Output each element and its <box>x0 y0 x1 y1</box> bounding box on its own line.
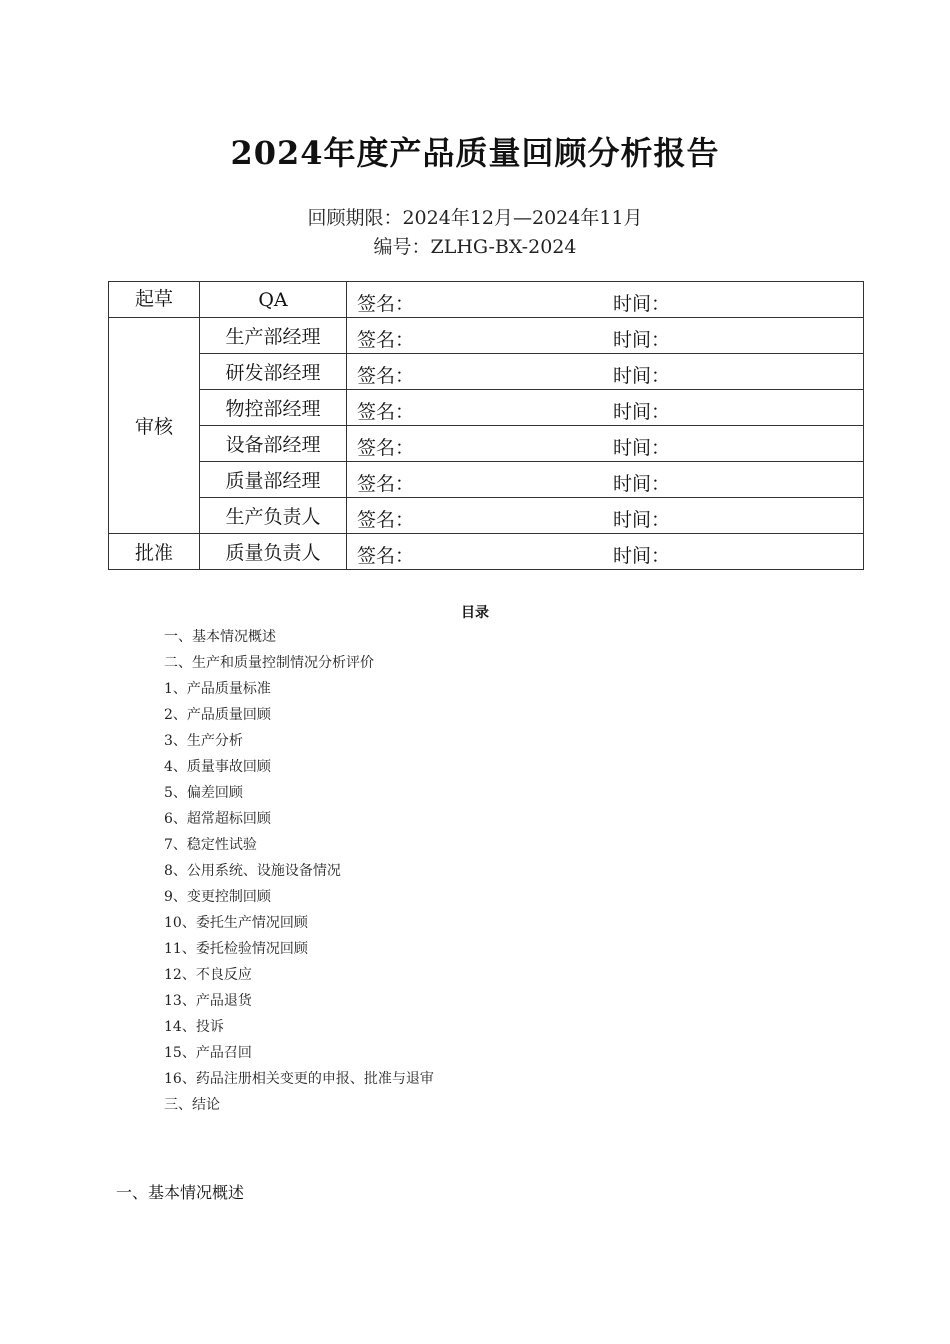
sign-label: 签名： <box>357 509 415 531</box>
section-heading: 一、基本情况概述 <box>116 1183 245 1202</box>
toc-item[interactable]: 2、产品质量回顾 <box>164 707 271 723</box>
table-of-contents <box>164 627 434 1121</box>
time-label: 时间： <box>613 437 671 459</box>
report-title: 2024年度产品质量回顾分析报告 <box>230 134 720 172</box>
role-cell: 生产部经理 <box>200 318 347 354</box>
toc-item[interactable]: 3、生产分析 <box>164 733 243 749</box>
toc-item[interactable]: 9、变更控制回顾 <box>164 889 271 905</box>
document-number: 编号：ZLHG-BX-2024 <box>373 236 577 258</box>
table-row <box>109 318 864 354</box>
role-cell: 物控部经理 <box>200 390 347 426</box>
signature-cell[interactable] <box>347 462 864 498</box>
signature-cell[interactable] <box>347 354 864 390</box>
toc-item[interactable]: 二、生产和质量控制情况分析评价 <box>164 655 374 671</box>
toc-item[interactable]: 5、偏差回顾 <box>164 785 243 801</box>
draft-group-cell: 起草 <box>109 282 200 318</box>
table-row <box>109 498 864 534</box>
signature-cell[interactable] <box>347 318 864 354</box>
toc-item[interactable]: 14、投诉 <box>164 1019 224 1035</box>
table-row <box>109 426 864 462</box>
time-label: 时间： <box>613 365 671 387</box>
table-row <box>109 354 864 390</box>
role-cell: QA <box>200 282 347 318</box>
signature-cell[interactable] <box>347 498 864 534</box>
review-group-cell: 审核 <box>109 318 200 534</box>
toc-title: 目录 <box>461 605 489 621</box>
sign-label: 签名： <box>357 473 415 495</box>
toc-item[interactable]: 16、药品注册相关变更的申报、批准与退审 <box>164 1071 434 1087</box>
toc-item[interactable]: 6、超常超标回顾 <box>164 811 271 827</box>
role-cell: 质量部经理 <box>200 462 347 498</box>
sign-label: 签名： <box>357 545 415 567</box>
signature-cell[interactable] <box>347 390 864 426</box>
toc-item[interactable]: 15、产品召回 <box>164 1045 252 1061</box>
toc-item[interactable]: 8、公用系统、设施设备情况 <box>164 863 341 879</box>
approve-group-cell: 批准 <box>109 534 200 570</box>
role-cell: 质量负责人 <box>200 534 347 570</box>
signature-table <box>108 281 864 570</box>
sign-label: 签名： <box>357 437 415 459</box>
review-period: 回顾期限：2024年12月—2024年11月 <box>307 207 643 229</box>
time-label: 时间： <box>613 293 671 315</box>
toc-item[interactable]: 12、不良反应 <box>164 967 252 983</box>
table-row <box>109 390 864 426</box>
time-label: 时间： <box>613 509 671 531</box>
role-cell: 生产负责人 <box>200 498 347 534</box>
time-label: 时间： <box>613 473 671 495</box>
sign-label: 签名： <box>357 329 415 351</box>
role-cell: 设备部经理 <box>200 426 347 462</box>
toc-item[interactable]: 三、结论 <box>164 1097 220 1113</box>
table-row <box>109 282 864 318</box>
toc-item[interactable]: 1、产品质量标准 <box>164 681 271 697</box>
sign-label: 签名： <box>357 401 415 423</box>
signature-cell[interactable] <box>347 426 864 462</box>
table-row <box>109 534 864 570</box>
role-cell: 研发部经理 <box>200 354 347 390</box>
signature-cell[interactable] <box>347 534 864 570</box>
toc-item[interactable]: 4、质量事故回顾 <box>164 759 271 775</box>
sign-label: 签名： <box>357 365 415 387</box>
toc-item[interactable]: 7、稳定性试验 <box>164 837 257 853</box>
toc-item[interactable]: 13、产品退货 <box>164 993 252 1009</box>
table-row <box>109 462 864 498</box>
toc-item[interactable]: 11、委托检验情况回顾 <box>164 941 308 957</box>
signature-cell[interactable] <box>347 282 864 318</box>
time-label: 时间： <box>613 401 671 423</box>
toc-item[interactable]: 10、委托生产情况回顾 <box>164 915 308 931</box>
sign-label: 签名： <box>357 293 415 315</box>
time-label: 时间： <box>613 545 671 567</box>
toc-item[interactable]: 一、基本情况概述 <box>164 629 276 645</box>
time-label: 时间： <box>613 329 671 351</box>
